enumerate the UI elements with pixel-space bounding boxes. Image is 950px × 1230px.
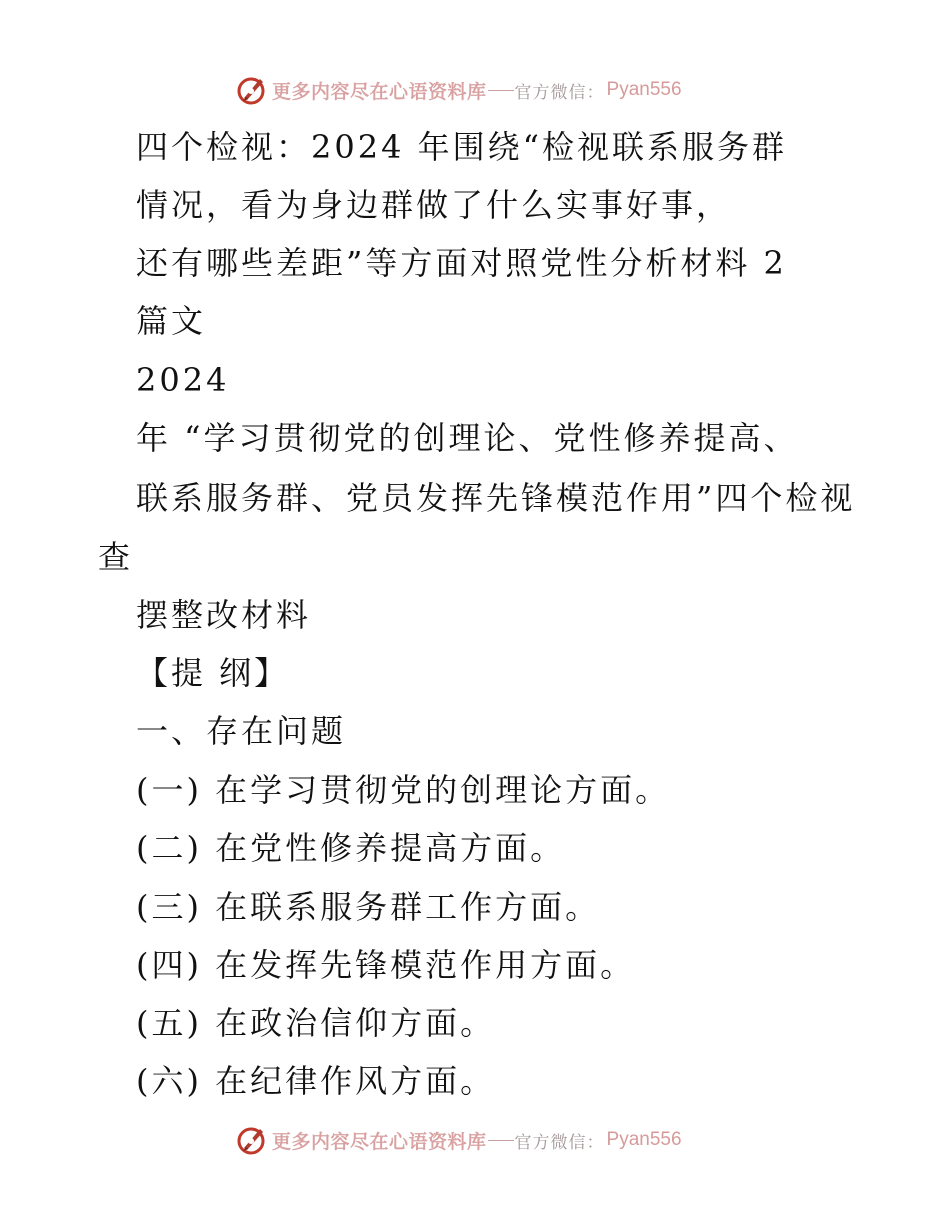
- title-line-4: 篇文: [136, 302, 207, 340]
- section-heading: 一、存在问题: [136, 712, 347, 750]
- watermark-site-name: 更多内容尽在心语资料库: [272, 80, 487, 103]
- watermark-dash: [488, 90, 514, 91]
- subtitle-line-3: 查: [98, 538, 134, 576]
- subtitle-line-1: 年 “学习贯彻党的创理论、党性修养提高、: [136, 419, 799, 457]
- title-line-3: 还有哪些差距”等方面对照党性分析材料 2: [136, 244, 787, 282]
- quill-pen-logo-icon: [234, 1123, 268, 1157]
- title-line-1: 四个检视：2024 年围绕“检视联系服务群: [136, 128, 787, 166]
- watermark-dash: [488, 1140, 514, 1141]
- subtitle-line-2: 联系服务群、党员发挥先锋模范作用”四个检视: [136, 479, 856, 517]
- quill-pen-logo-icon: [234, 73, 268, 107]
- watermark-account: Pyan556: [606, 1129, 682, 1150]
- header-watermark: [234, 73, 682, 107]
- watermark-official-label: 官方微信: [514, 1132, 587, 1153]
- year-line: 2024: [136, 361, 230, 399]
- watermark-site-name: 更多内容尽在心语资料库: [272, 1130, 487, 1153]
- watermark-account: Pyan556: [606, 79, 682, 100]
- outline-item-2: (二) 在党性修养提高方面。: [136, 829, 566, 867]
- outline-item-1: (一) 在学习贯彻党的创理论方面。: [136, 771, 671, 809]
- outline-item-3: (三) 在联系服务群工作方面。: [136, 888, 601, 926]
- footer-watermark: [234, 1123, 682, 1157]
- outline-item-6: (六) 在纪律作风方面。: [136, 1062, 496, 1100]
- watermark-colon: ：: [586, 1132, 604, 1153]
- outline-item-4: (四) 在发挥先锋模范作用方面。: [136, 946, 636, 984]
- subtitle-line-4: 摆整改材料: [136, 596, 312, 634]
- watermark-colon: ：: [586, 82, 604, 103]
- watermark-official-label: 官方微信: [514, 82, 587, 103]
- outline-heading: 【提 纲】: [136, 654, 290, 692]
- title-line-2: 情况，看为身边群做了什么实事好事，: [136, 186, 732, 224]
- outline-item-5: (五) 在政治信仰方面。: [136, 1004, 496, 1042]
